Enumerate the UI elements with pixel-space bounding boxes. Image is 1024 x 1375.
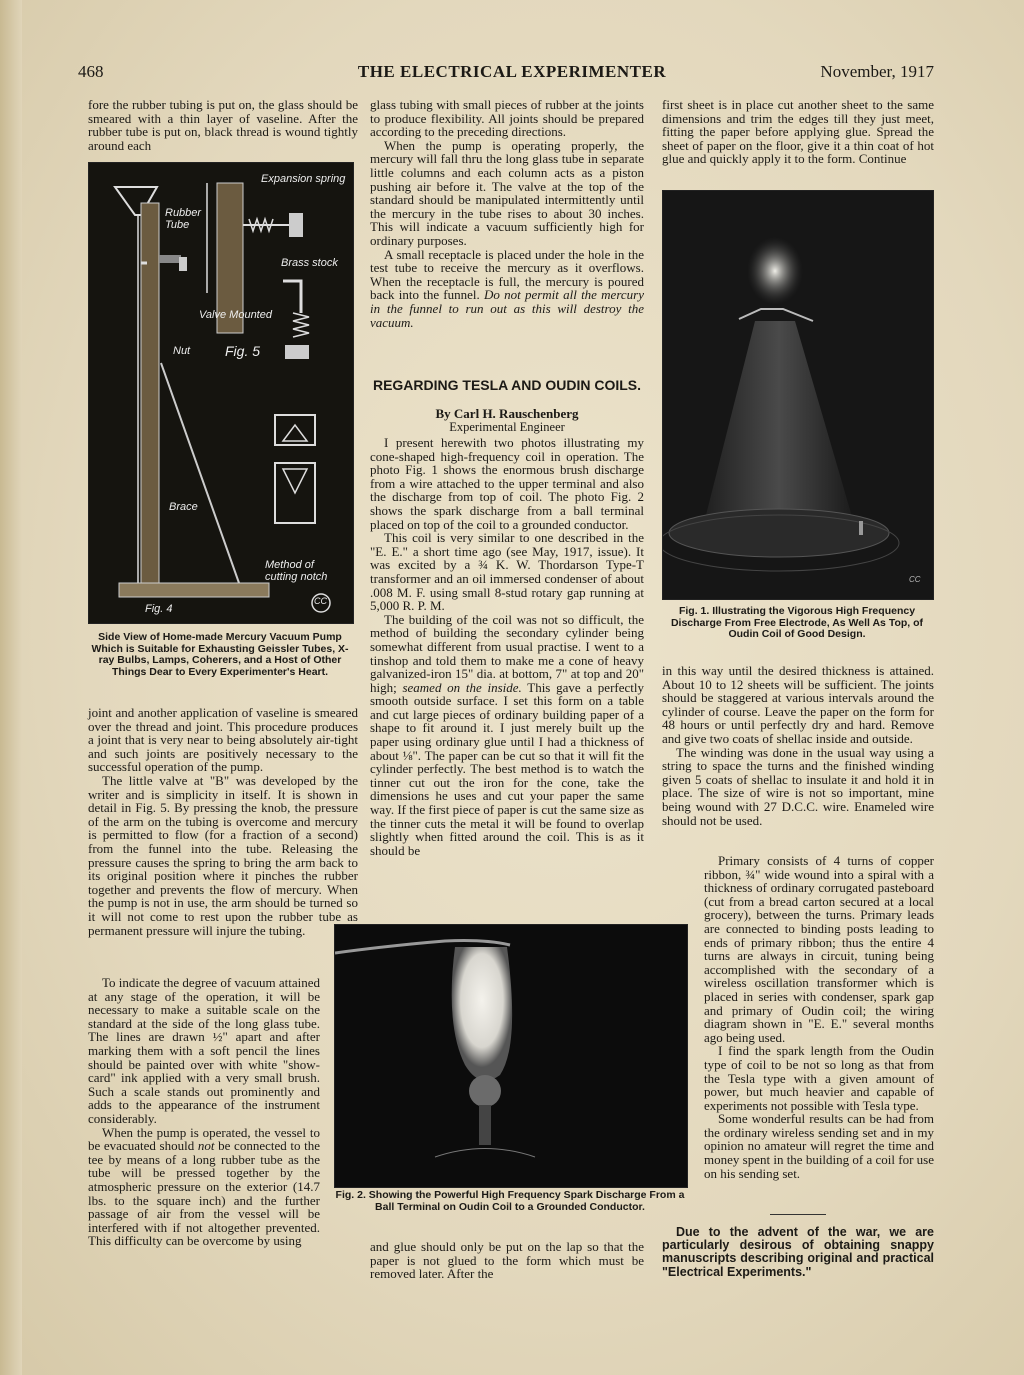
article-paragraph-1: I present herewith two photos illustrating my cone-shaped high-frequency coil in operation. The photo Fig. 1 shows the enormous brush discharge from a wire attached to the upper terminal and also the discharge from top of coil. The photo Fig. 2 shows the spark discharge from a ball terminal placed on top of the coil to a grounded conductor. bbox=[370, 435, 644, 532]
col3-narrow bbox=[704, 854, 934, 1180]
col1-body bbox=[88, 706, 358, 937]
col2-paragraph-3 bbox=[370, 248, 644, 330]
pump-base bbox=[119, 583, 269, 597]
article-paragraph-2: This coil is very similar to one described in the "E. E." a short time ago (see May, 1917, issue). It was excited by a ¾ K. W. Thordarson Type-T transformer and an oil immersed condenser of about .008 M. F. using small 8-stud rotary gap running at 5,000 R. P. M. bbox=[370, 530, 644, 614]
label-brass-stock: Brass stock bbox=[281, 257, 338, 269]
col2-paragraph-1: glass tubing with small pieces of rubber at the joints to produce flexibility. All joints should be prepared according to the preceding directions. bbox=[370, 97, 644, 140]
col1-paragraph-3: To indicate the degree of vacuum attained at any stage of the operation, it will be necessary to make a suitable scale on the standard at the side of the long glass tube. The lines are drawn ½" apart and after marking them with a soft pencil the lines should be painted over with white "show-card" ink applied with a very small brush. Such a scale stands out prominently and adds to the appearance of the instrument considerably. bbox=[88, 975, 320, 1126]
col1-paragraph-2: The little valve at "B" was developed by the writer and is simplicity in itself. It is shown in detail in Fig. 5. By pressing the knob, the pressure of the arm on the tubing is overcome and mercury is permitted to flow (for a fraction of a second) from the funnel into the tube. Releasing the pressure causes the spring to bring the arm back to its original position where it pinches the rubber together and prevents the flow of mercury. When the pump is not in use, the arm should be turned so it will not come to rest upon the rubber tube as permanent pressure will injure the tubing. bbox=[88, 772, 358, 938]
col1-p4-b: be connected to the tee by means of a long rubber tube as the tube will be pressed together by the atmospheric pressure on the exterior (14.7 lbs. to the square inch) and the further passage of air from the vessel will be interfered with if not altogether prevented. This difficulty can be overcome by using bbox=[88, 1138, 321, 1249]
fig1-caption: Fig. 1. Illustrating the Vigorous High Frequency Discharge From Free Electrode, As Well As Top, of Oudin Coil of Good Design. bbox=[670, 605, 924, 640]
magazine-title: THE ELECTRICAL EXPERIMENTER bbox=[357, 62, 667, 81]
label-nut: Nut bbox=[173, 345, 191, 357]
coil-base bbox=[669, 509, 889, 557]
fig1-drawing bbox=[663, 191, 933, 599]
col1-p4-a: When the pump is operated, the vessel to be evacuated should bbox=[88, 1124, 320, 1154]
fig2-drawing bbox=[335, 925, 687, 1187]
col2-article bbox=[370, 436, 644, 857]
col1-top-text bbox=[88, 98, 358, 152]
adjust-screw bbox=[179, 257, 187, 271]
fig1-monogram: CC bbox=[909, 575, 921, 584]
col2-p3-em: Do not permit all the mercury in the funnel to run out as this will destroy the vacuum. bbox=[370, 287, 645, 330]
section-divider bbox=[770, 1214, 826, 1215]
col3-paragraph-4: Primary consists of 4 turns of copper ribbon, ¾" wide wound into a spiral with a thickness of ordinary corrugated pasteboard (cut from a bread carton secured at a local grocery), between the turns. Primary leads are connected to binding posts leading to ends of primary ribbon; thus the entire 4 turns are always in circuit, tuning being accomplished with the secondary of a wireless oscillation transformer which is placed in series with condenser, spark gap and primary of Oudin coil; the wiring diagram shown in "E. E." several months ago being used. bbox=[704, 853, 934, 1045]
col3-paragraph-6: Some wonderful results can be had from the ordinary wireless sending set and in my opinion no amateur will regret the time and money spent in the building of a coil for use on his sending set. bbox=[704, 1111, 934, 1181]
editor-notice bbox=[662, 1226, 934, 1279]
editor-notice-text: Due to the advent of the war, we are particularly desirous of obtaining snappy manuscripts describing original and practical "Electrical Experiments." bbox=[662, 1225, 934, 1279]
bracket bbox=[159, 255, 181, 263]
col3-body bbox=[662, 664, 934, 827]
label-expansion-spring: Expansion spring bbox=[261, 173, 346, 185]
label-brace: Brace bbox=[169, 501, 198, 513]
a3-part-a: The building of the coil was not so difficult, the method of building the secondary cylinder being somewhat different from usual practise. I went to a tinshop and told them to make me a cone of heavy galvanized-iron 15" dia. at bottom, 7" at top and 20" high; bbox=[370, 611, 644, 695]
article-paragraph-3 bbox=[370, 613, 644, 858]
brush-discharge bbox=[747, 237, 803, 305]
col2-bottom bbox=[370, 1240, 644, 1281]
article-byline-role: Experimental Engineer bbox=[449, 420, 565, 434]
col3-paragraph-1: first sheet is in place cut another sheet to the same dimensions and trim the edges till they just meet, fitting the paper before applying glue. Spread the sheet of paper on the floor, give it a thin coat of hot glue and quickly apply it to the form. Continue bbox=[662, 97, 934, 167]
brass-base bbox=[285, 345, 309, 359]
col1-paragraph-1: joint and another application of vaseline is smeared over the thread and joint. This procedure produces a joint that is very near to being absolutely air-tight and such joints are positively necessary to the successful operation of the pump. bbox=[88, 705, 358, 775]
issue-date: November, 1917 bbox=[820, 62, 934, 81]
article-title: REGARDING TESLA AND OUDIN COILS. bbox=[372, 377, 642, 393]
page-edge-shadow bbox=[0, 0, 22, 1375]
label-valve-mounted: Valve Mounted bbox=[199, 309, 272, 321]
ball-terminal bbox=[469, 1075, 501, 1107]
col3-paragraph-3: The winding was done in the usual way using a string to space the turns and the finished winding given 5 coats of shellac to insulate it and hold it in place. The size of wire is not so important, mine being wound with 27 D.C.C. wire. Enameled wire should not be used. bbox=[662, 744, 934, 828]
page-number: 468 bbox=[78, 62, 104, 81]
fig1-photo bbox=[662, 190, 934, 600]
col1-narrow bbox=[88, 976, 320, 1248]
label-monogram: CC bbox=[314, 596, 327, 606]
valve-knob bbox=[289, 213, 303, 237]
col2-top bbox=[370, 98, 644, 329]
label-rubber-tube: Rubber Tube bbox=[165, 207, 202, 231]
col2-bottom-paragraph: and glue should only be put on the lap so that the paper is not glued to the form which must be removed later. After the bbox=[370, 1239, 644, 1282]
label-fig5: Fig. 5 bbox=[225, 343, 261, 359]
fig4-diagram bbox=[88, 162, 354, 624]
col2-p3-a: A small receptacle is placed under the hole in the test tube to receive the mercury as it overflows. When the receptacle is full, the mercury is poured back into the funnel. bbox=[370, 246, 644, 303]
col1-intro-paragraph: fore the rubber tubing is put on, the glass should be smeared with a thin layer of vaseline. After the rubber tube is put on, black thread is wound tightly around each bbox=[88, 97, 358, 153]
fig2-photo bbox=[334, 924, 688, 1188]
fig4-caption: Side View of Home-made Mercury Vacuum Pump Which is Suitable for Exhausting Geissler Tubes, X-ray Bulbs, Lamps, Coherers, and a Host of Other Things Dear to Every Experimenter's Heart. bbox=[91, 631, 349, 678]
a3-part-b: This gave a perfectly smooth outside surface. I set this form on a table and cut large pieces of ordinary building paper of a shape to fit around it. I just merely built up the paper using ordinary glue until I had a thickness of about ⅛". The paper can be cut so that it will fit the cylinder perfectly. The best method is to watch the tinner cut out the iron for the cone, take the dimensions he uses and cut your paper the same way. If the first piece of paper is cut the same size as the tinner cuts the metal it will be found to overlap slightly when fitted around the coil. This is as it should be bbox=[370, 679, 645, 858]
col2-paragraph-2: When the pump is operating properly, the mercury will fall thru the long glass tube in separate little columns and each column acts as a piston pushing air before it. The valve at the top of the standard should be manipulated intermittently until the mercury in the tube rises to about 30 inches. This will indicate a vacuum sufficiently high for ordinary purposes. bbox=[370, 137, 644, 248]
label-fig4: Fig. 4 bbox=[145, 603, 173, 615]
fig4-drawing bbox=[89, 163, 353, 623]
col3-top bbox=[662, 98, 934, 166]
a3-emphasis: seamed on the inside. bbox=[402, 679, 522, 695]
col1-paragraph-4 bbox=[88, 1126, 320, 1248]
label-method-notch: Method of cutting notch bbox=[265, 559, 328, 583]
fig2-caption: Fig. 2. Showing the Powerful High Frequency Spark Discharge From a Ball Terminal on Oudin Coil to a Grounded Conductor. bbox=[335, 1189, 685, 1213]
col3-paragraph-2: in this way until the desired thickness is attained. About 10 to 12 sheets will be sufficient. The joints should be staggered at various intervals around the cylinder of course. Leave the paper on the form for 48 hours or until perfectly dry and hard. Remove and give two coats of shellac inside and outside. bbox=[662, 663, 934, 746]
col1-p4-em: not bbox=[197, 1138, 215, 1154]
col3-paragraph-5: I find the spark length from the Oudin type of coil to be not so long as that from the Tesla type with a given amount of power, but much heavier and capable of experiments not possible with Tesla type. bbox=[704, 1043, 934, 1113]
article-byline: By Carl H. Rauschenberg bbox=[435, 406, 579, 421]
